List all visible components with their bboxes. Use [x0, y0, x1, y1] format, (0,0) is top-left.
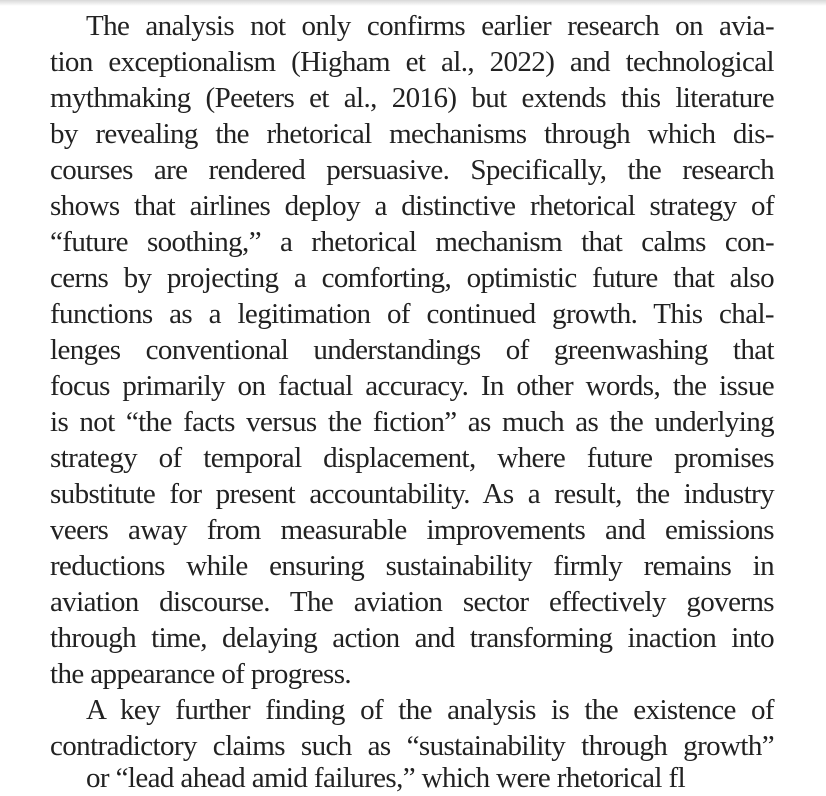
text-line: substitute for present accountability. As a result, the industry: [50, 478, 774, 510]
text-line: lenges conventional understandings of greenwashing that: [50, 334, 774, 366]
text-line: focus primarily on factual accuracy. In other words, the issue: [50, 370, 774, 402]
clipped-bottom-line: [50, 762, 774, 794]
text-line: mythmaking (Peeters et al., 2016) but extends this literature: [50, 82, 774, 114]
text-line: is not “the facts versus the fiction” as much as the underlying: [50, 406, 774, 438]
text-line: A key further finding of the analysis is the existence of: [86, 694, 774, 726]
text-line: through time, delaying action and transforming inaction into: [50, 622, 774, 654]
paragraph-1: [50, 8, 774, 692]
text-line: tion exceptionalism (Higham et al., 2022) and technological: [50, 46, 774, 78]
text-line: courses are rendered persuasive. Specifically, the research: [50, 154, 774, 186]
text-line: shows that airlines deploy a distinctive rhetorical strategy of: [50, 190, 774, 222]
text-line: strategy of temporal displacement, where future promises: [50, 442, 774, 474]
text-line: or “lead ahead amid failures,” which were rhetorical fl: [86, 762, 686, 794]
page-top-edge: [0, 0, 826, 6]
text-line: The analysis not only confirms earlier research on avia-: [86, 10, 774, 42]
text-line: aviation discourse. The aviation sector effectively governs: [50, 586, 774, 618]
text-line: “future soothing,” a rhetorical mechanism that calms con-: [50, 226, 774, 258]
body-text: [50, 8, 774, 764]
text-line: the appearance of progress.: [50, 658, 352, 690]
text-line: veers away from measurable improvements and emissions: [50, 514, 774, 546]
paragraph-2: [50, 692, 774, 764]
text-line: contradictory claims such as “sustainability through growth”: [50, 730, 774, 762]
text-line: by revealing the rhetorical mechanisms through which dis-: [50, 118, 774, 150]
text-line: functions as a legitimation of continued growth. This chal-: [50, 298, 774, 330]
text-line: cerns by projecting a comforting, optimistic future that also: [50, 262, 774, 294]
text-line: reductions while ensuring sustainability firmly remains in: [50, 550, 774, 582]
